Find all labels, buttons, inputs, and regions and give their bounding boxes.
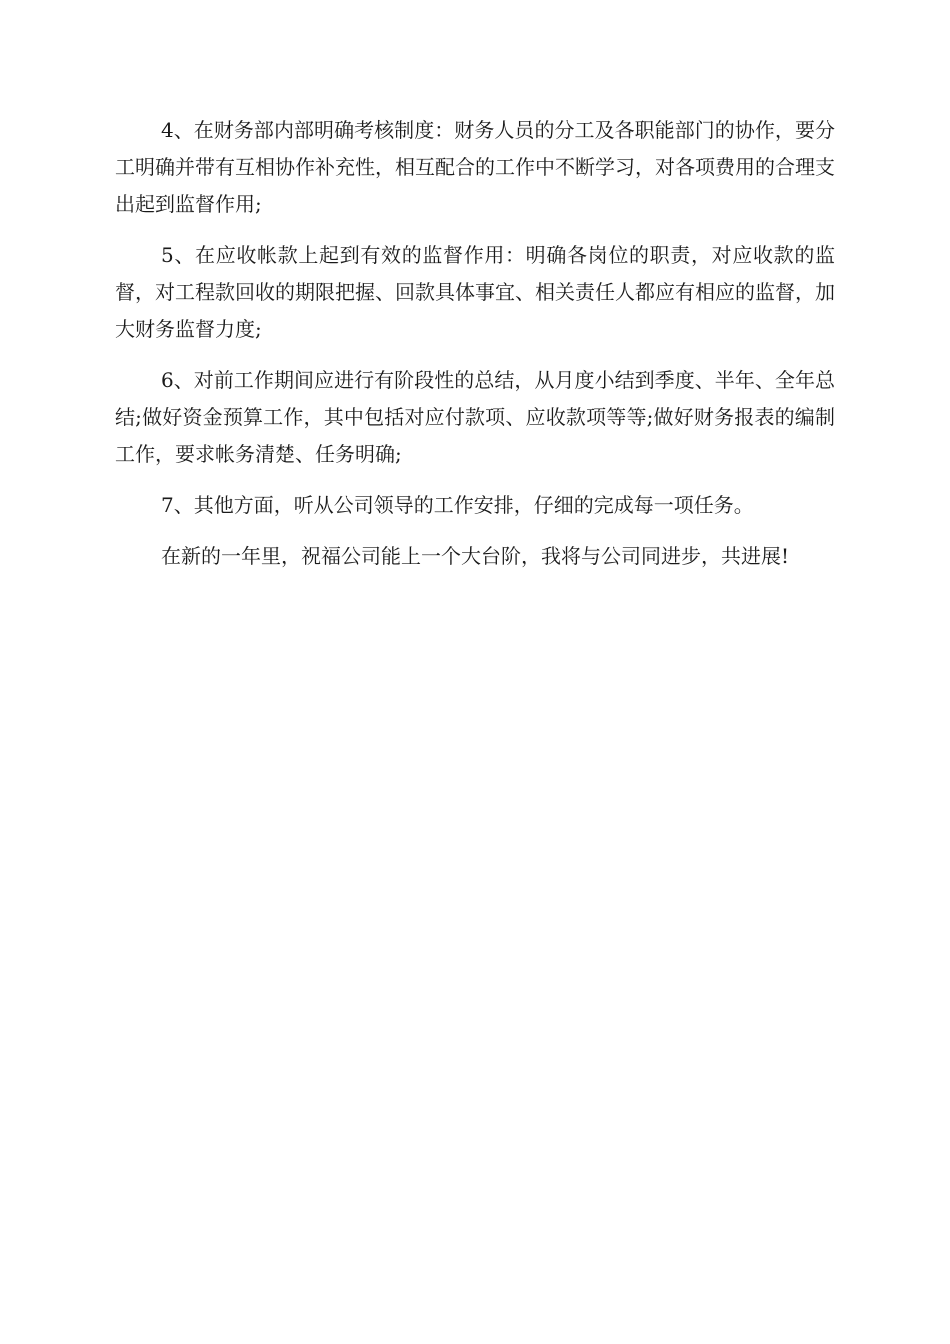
closing-paragraph: 在新的一年里，祝福公司能上一个大台阶，我将与公司同进步，共进展! (161, 544, 790, 568)
document-body (115, 112, 835, 589)
paragraph-item-7: 7、其他方面，听从公司领导的工作安排，仔细的完成每一项任务。 (161, 493, 754, 517)
paragraph-item-4: 4、在财务部内部明确考核制度：财务人员的分工及各职能部门的协作，要分工明确并带有互相协作补充性，相互配合的工作中不断学习，对各项费用的合理支出起到监督作用; (115, 118, 835, 216)
paragraph-item-5: 5、在应收帐款上起到有效的监督作用：明确各岗位的职责，对应收款的监督，对工程款回收的期限把握、回款具体事宜、相关责任人都应有相应的监督，加大财务监督力度; (115, 243, 835, 341)
paragraph-item-6: 6、对前工作期间应进行有阶段性的总结，从月度小结到季度、半年、全年总结;做好资金预算工作，其中包括对应付款项、应收款项等等;做好财务报表的编制工作，要求帐务清楚、任务明确; (115, 368, 835, 466)
